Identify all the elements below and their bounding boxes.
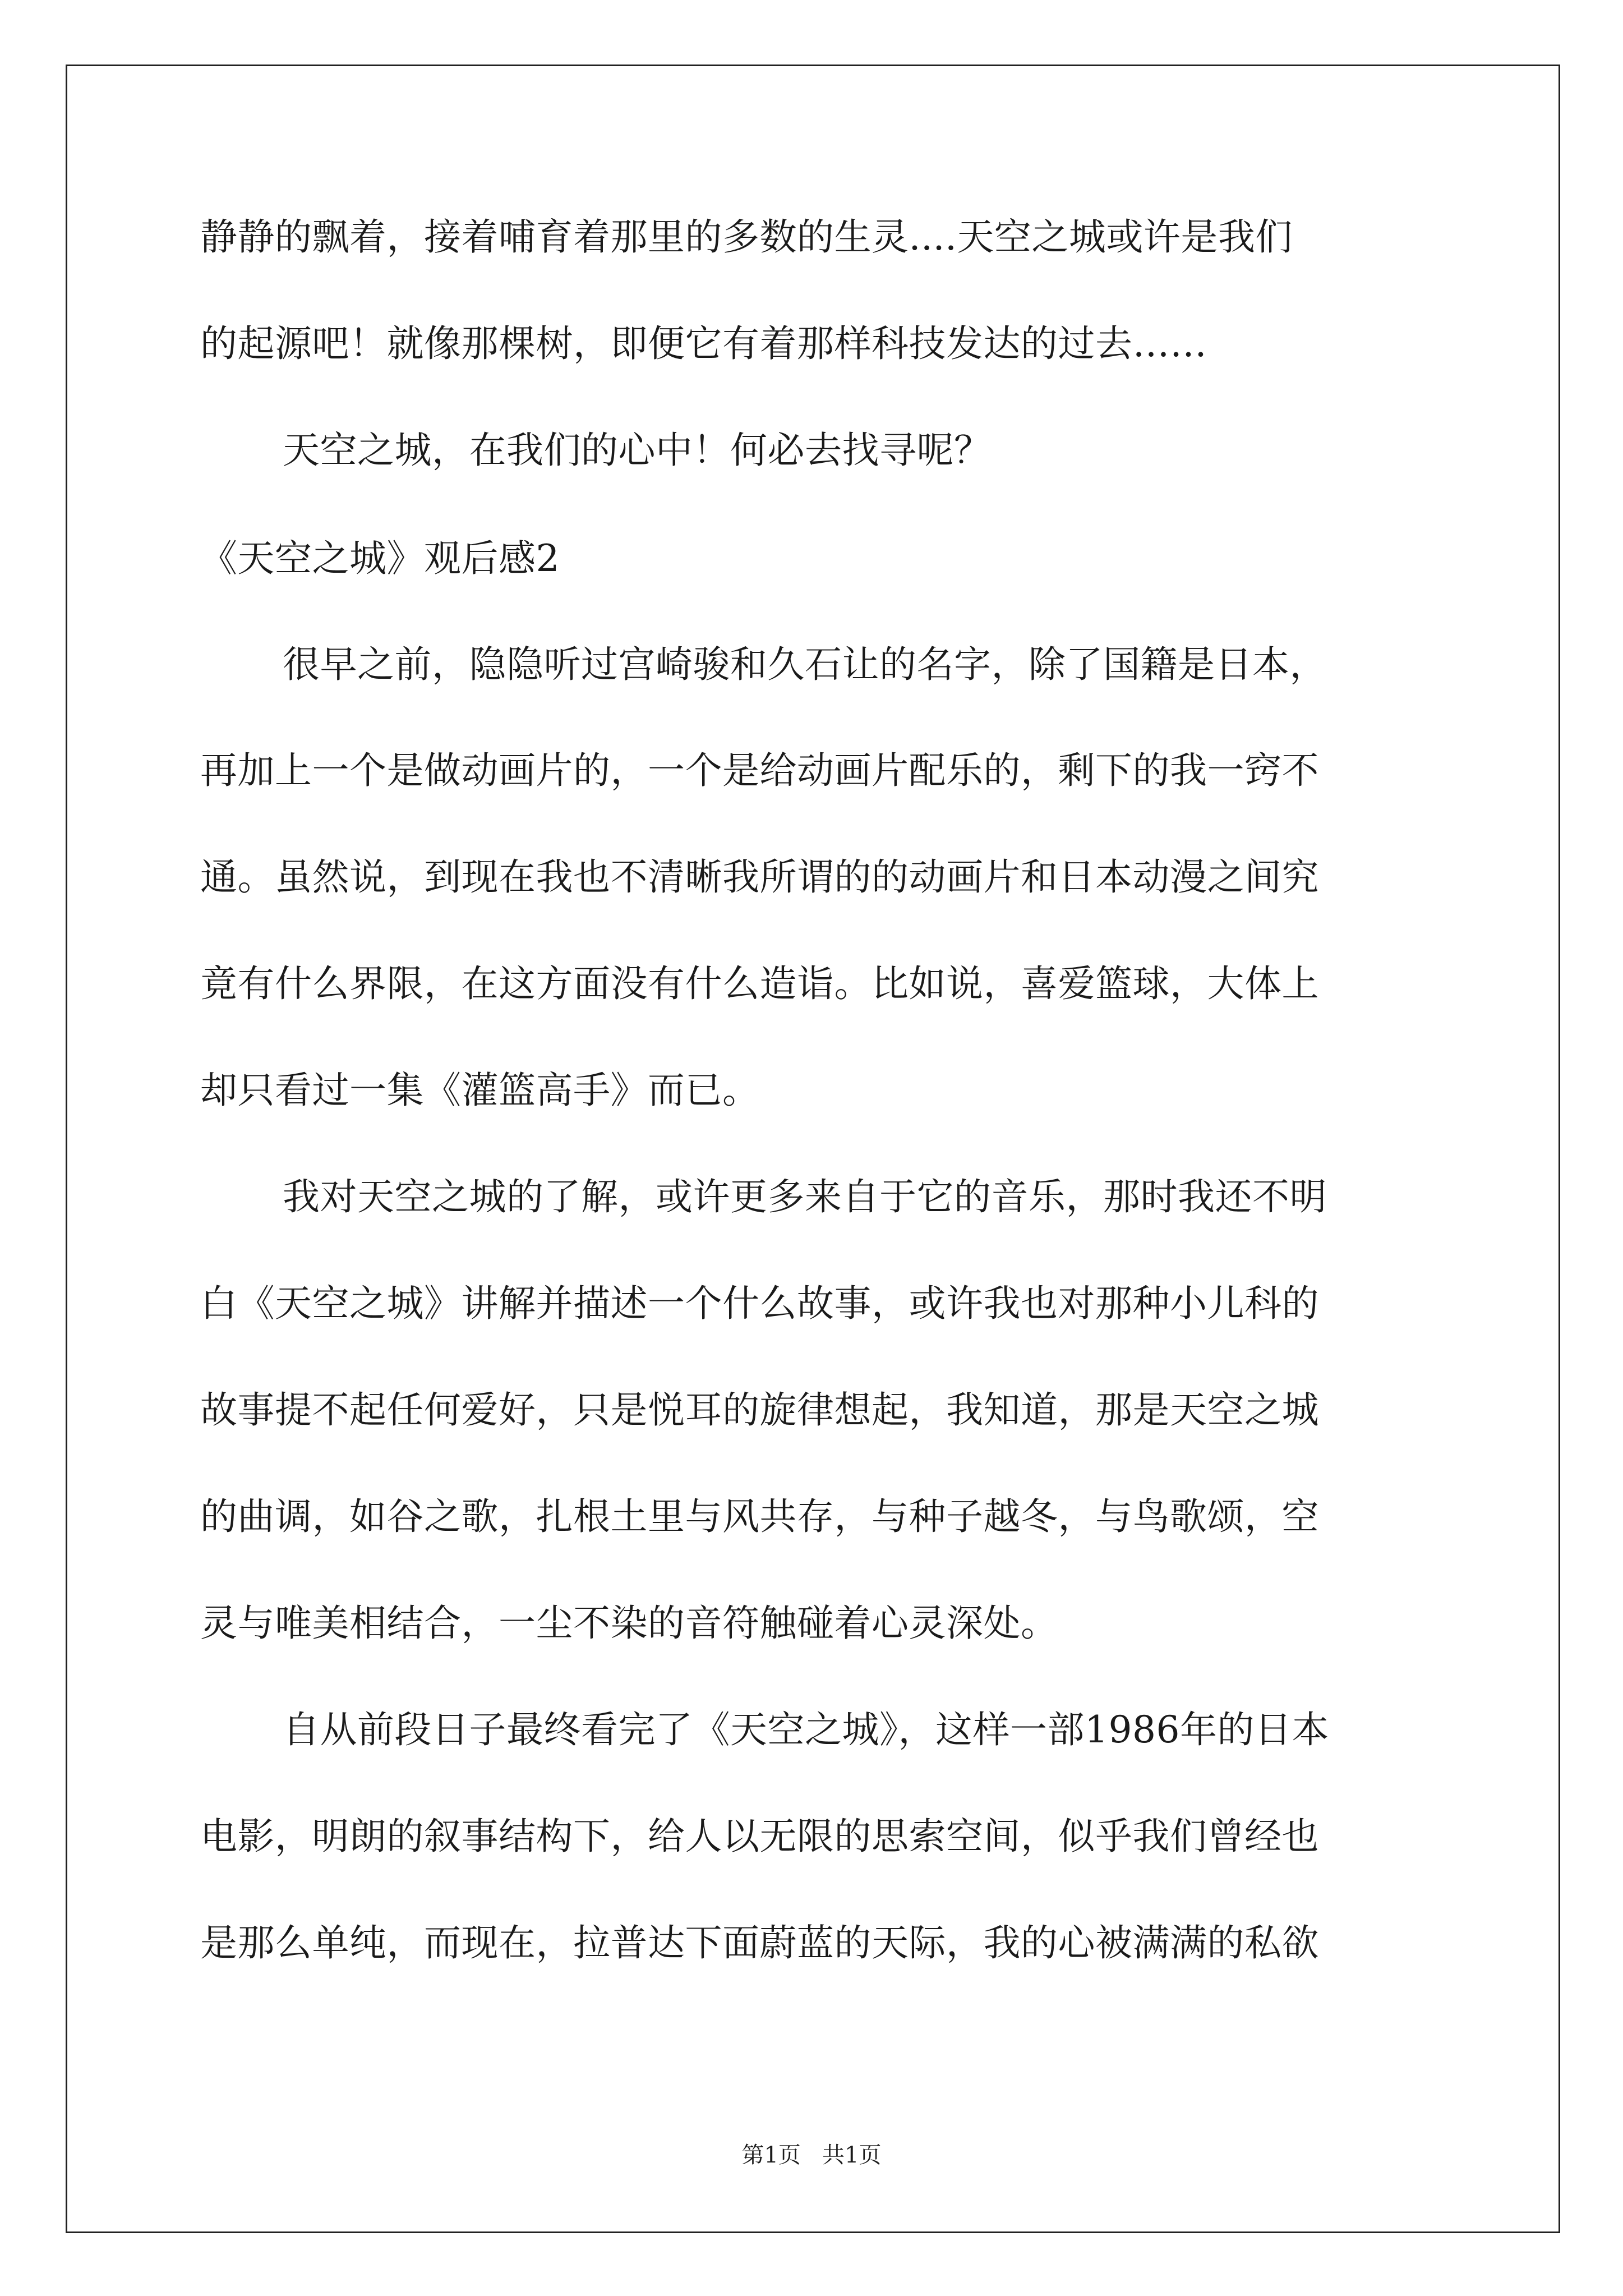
page-border — [66, 65, 1560, 2233]
text-line: 白《天空之城》讲解并描述一个什么故事，或许我也对那种小儿科的 — [200, 1282, 1319, 1325]
text-line: 再加上一个是做动画片的，一个是给动画片配乐的，剩下的我一窍不 — [200, 749, 1319, 792]
text-line: 的曲调，如谷之歌，扎根土里与风共存，与种子越冬，与鸟歌颂，空 — [200, 1495, 1319, 1538]
text-line: 竟有什么界限，在这方面没有什么造诣。比如说，喜爱篮球，大体上 — [200, 962, 1319, 1005]
text-line: 故事提不起任何爱好，只是悦耳的旋律想起，我知道，那是天空之城 — [200, 1388, 1319, 1432]
page-footer: 第1页 共1页 — [741, 2142, 882, 2168]
text-line: 很早之前，隐隐听过宫崎骏和久石让的名字，除了国籍是日本， — [283, 643, 1327, 686]
text-line: 天空之城，在我们的心中！何必去找寻呢？ — [283, 429, 992, 472]
text-line: 我对天空之城的了解，或许更多来自于它的音乐，那时我还不明 — [283, 1175, 1327, 1218]
text-line: 灵与唯美相结合，一尘不染的音符触碰着心灵深处。 — [200, 1602, 1058, 1645]
text-line: 的起源吧！就像那棵树，即便它有着那样科技发达的过去…… — [200, 322, 1207, 365]
text-line: 电影，明朗的叙事结构下，给人以无限的思索空间，似乎我们曾经也 — [200, 1815, 1319, 1858]
text-line: 却只看过一集《灌篮高手》而已。 — [200, 1069, 760, 1112]
section-heading: 《天空之城》观后感2 — [200, 537, 560, 580]
text-line: 自从前段日子最终看完了《天空之城》，这样一部1986年的日本 — [283, 1708, 1329, 1751]
text-line: 通。虽然说，到现在我也不清晰我所谓的的动画片和日本动漫之间究 — [200, 855, 1319, 899]
text-line: 是那么单纯，而现在，拉普达下面蔚蓝的天际，我的心被满满的私欲 — [200, 1921, 1319, 1964]
text-line: 静静的飘着，接着哺育着那里的多数的生灵....天空之城或许是我们 — [200, 215, 1293, 259]
